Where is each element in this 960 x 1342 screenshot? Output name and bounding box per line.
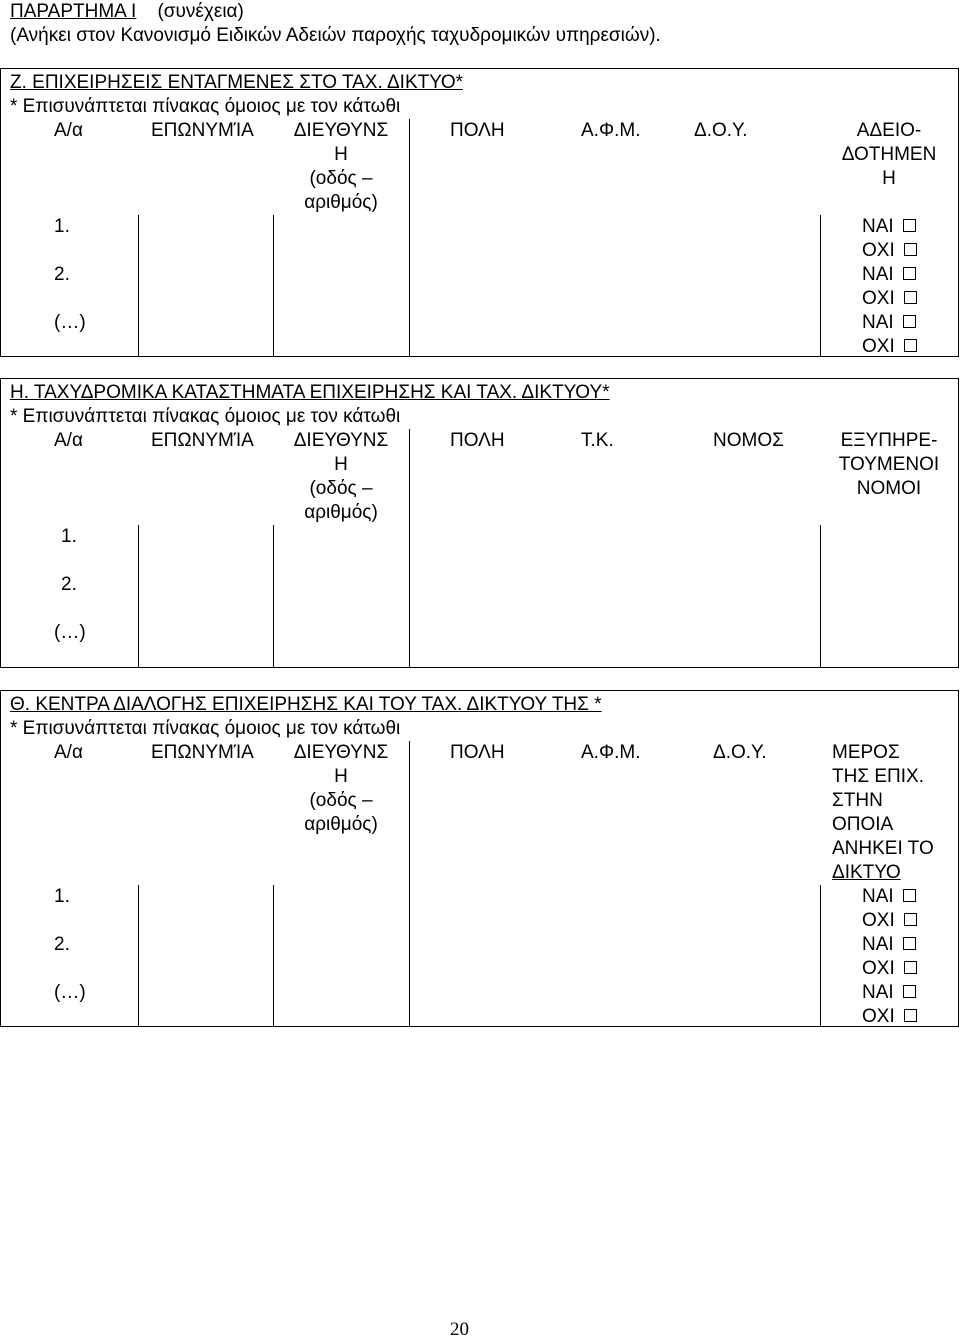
annex-title: ΠΑΡΑΡΤΗΜΑ Ι (10, 1, 137, 22)
section-z (0, 68, 959, 357)
row-number: (…) (54, 622, 86, 643)
col-prefecture: ΝΟΜΟΣ (713, 430, 784, 451)
annex-continued: (συνέχεια) (157, 1, 244, 22)
col-doy: Δ.Ο.Υ. (713, 742, 767, 763)
col-network-part: ΜΕΡΟΣ ΤΗΣ ΕΠΙΧ. ΣΤΗΝ ΟΠΟΙΑ ΑΝΗΚΕΙ ΤΟ ΔΙΚΤΥΟ (832, 742, 934, 883)
checkbox-yes[interactable] (903, 889, 916, 902)
checkbox-no[interactable] (904, 961, 917, 974)
yes-no-choice: ΝΑΙ ΟΧΙ (862, 215, 917, 263)
col-address: ΔΙΕΥΘΥΝΣ Η (οδός – αριθμός) (293, 120, 389, 213)
row-number: (…) (54, 312, 86, 333)
checkbox-no[interactable] (904, 339, 917, 352)
col-divider (273, 525, 274, 667)
checkbox-no[interactable] (904, 1009, 917, 1022)
section-th (0, 690, 959, 1027)
col-postcode: Τ.Κ. (581, 430, 614, 451)
col-city: ΠΟΛΗ (450, 430, 505, 451)
col-divider (409, 119, 410, 356)
checkbox-yes[interactable] (903, 985, 916, 998)
section-h (0, 378, 959, 668)
row-number: 2. (54, 264, 70, 285)
col-afm: Α.Φ.Μ. (581, 742, 641, 763)
col-licensed: ΑΔΕΙΟ- ΔΟΤΗΜΕΝ Η (841, 120, 937, 189)
col-afm: Α.Φ.Μ. (581, 120, 641, 141)
section-th-note: * Επισυνάπτεται πίνακας όμοιος με τον κάτωθι (10, 718, 401, 739)
checkbox-no[interactable] (904, 913, 917, 926)
row-number: 1. (61, 526, 77, 547)
col-aa: Α/α (54, 742, 83, 763)
yes-no-choice: ΝΑΙ ΟΧΙ (862, 263, 917, 311)
col-aa: Α/α (54, 120, 83, 141)
col-name: ΕΠΩΝΥΜΊΑ (151, 430, 254, 451)
row-number: 2. (54, 934, 70, 955)
col-address: ΔΙΕΥΘΥΝΣ Η (οδός – αριθμός) (293, 742, 389, 835)
row-number: 2. (61, 574, 77, 595)
col-address: ΔΙΕΥΘΥΝΣ Η (οδός – αριθμός) (293, 430, 389, 523)
col-divider (820, 525, 821, 667)
row-number: 1. (54, 886, 70, 907)
col-divider (409, 429, 410, 667)
checkbox-no[interactable] (904, 243, 917, 256)
col-doy: Δ.Ο.Υ. (694, 120, 748, 141)
row-number: 1. (54, 216, 70, 237)
annex-heading (10, 0, 244, 24)
yes-no-choice: ΝΑΙ ΟΧΙ (862, 981, 917, 1029)
checkbox-yes[interactable] (903, 267, 916, 280)
yes-no-choice: ΝΑΙ ΟΧΙ (862, 311, 917, 359)
col-divider (273, 215, 274, 356)
yes-no-choice: ΝΑΙ ΟΧΙ (862, 885, 917, 933)
col-divider (820, 215, 821, 356)
col-divider (138, 885, 139, 1026)
section-h-note: * Επισυνάπτεται πίνακας όμοιος με τον κάτωθι (10, 406, 401, 427)
col-city: ΠΟΛΗ (450, 120, 505, 141)
yes-no-choice: ΝΑΙ ΟΧΙ (862, 933, 917, 981)
col-served-prefectures: ΕΞΥΠΗΡΕ- ΤΟΥΜΕΝΟΙ ΝΟΜΟΙ (838, 430, 940, 499)
col-name: ΕΠΩΝΥΜΊΑ (151, 120, 254, 141)
section-z-title: Ζ. ΕΠΙΧΕΙΡΗΣΕΙΣ ΕΝΤΑΓΜΕΝΕΣ ΣΤΟ ΤΑΧ. ΔΙΚΤΥΟ* (10, 72, 464, 93)
row-number: (…) (54, 982, 86, 1003)
col-divider (409, 741, 410, 1026)
col-divider (273, 885, 274, 1026)
col-name: ΕΠΩΝΥΜΊΑ (151, 742, 254, 763)
checkbox-yes[interactable] (903, 315, 916, 328)
section-th-title: Θ. ΚΕΝΤΡΑ ΔΙΑΛΟΓΗΣ ΕΠΙΧΕΙΡΗΣΗΣ ΚΑΙ ΤΟΥ ΤΑΧ. ΔΙΚΤΥΟΥ ΤΗΣ * (10, 694, 602, 715)
page-number: 20 (450, 1319, 469, 1340)
section-z-note: * Επισυνάπτεται πίνακας όμοιος με τον κάτωθι (10, 96, 401, 117)
checkbox-yes[interactable] (903, 937, 916, 950)
col-divider (820, 885, 821, 1026)
section-h-title: Η. ΤΑΧΥΔΡΟΜΙΚΑ ΚΑΤΑΣΤΗΜΑΤΑ ΕΠΙΧΕΙΡΗΣΗΣ ΚΑΙ ΤΑΧ. ΔΙΚΤΥΟΥ* (10, 382, 610, 403)
col-divider (138, 215, 139, 356)
col-divider (138, 525, 139, 667)
annex-subtitle: (Ανήκει στον Κανονισμό Ειδικών Αδειών παροχής ταχυδρομικών υπηρεσιών). (10, 25, 661, 46)
col-city: ΠΟΛΗ (450, 742, 505, 763)
checkbox-yes[interactable] (903, 219, 916, 232)
col-aa: Α/α (54, 430, 83, 451)
checkbox-no[interactable] (904, 291, 917, 304)
